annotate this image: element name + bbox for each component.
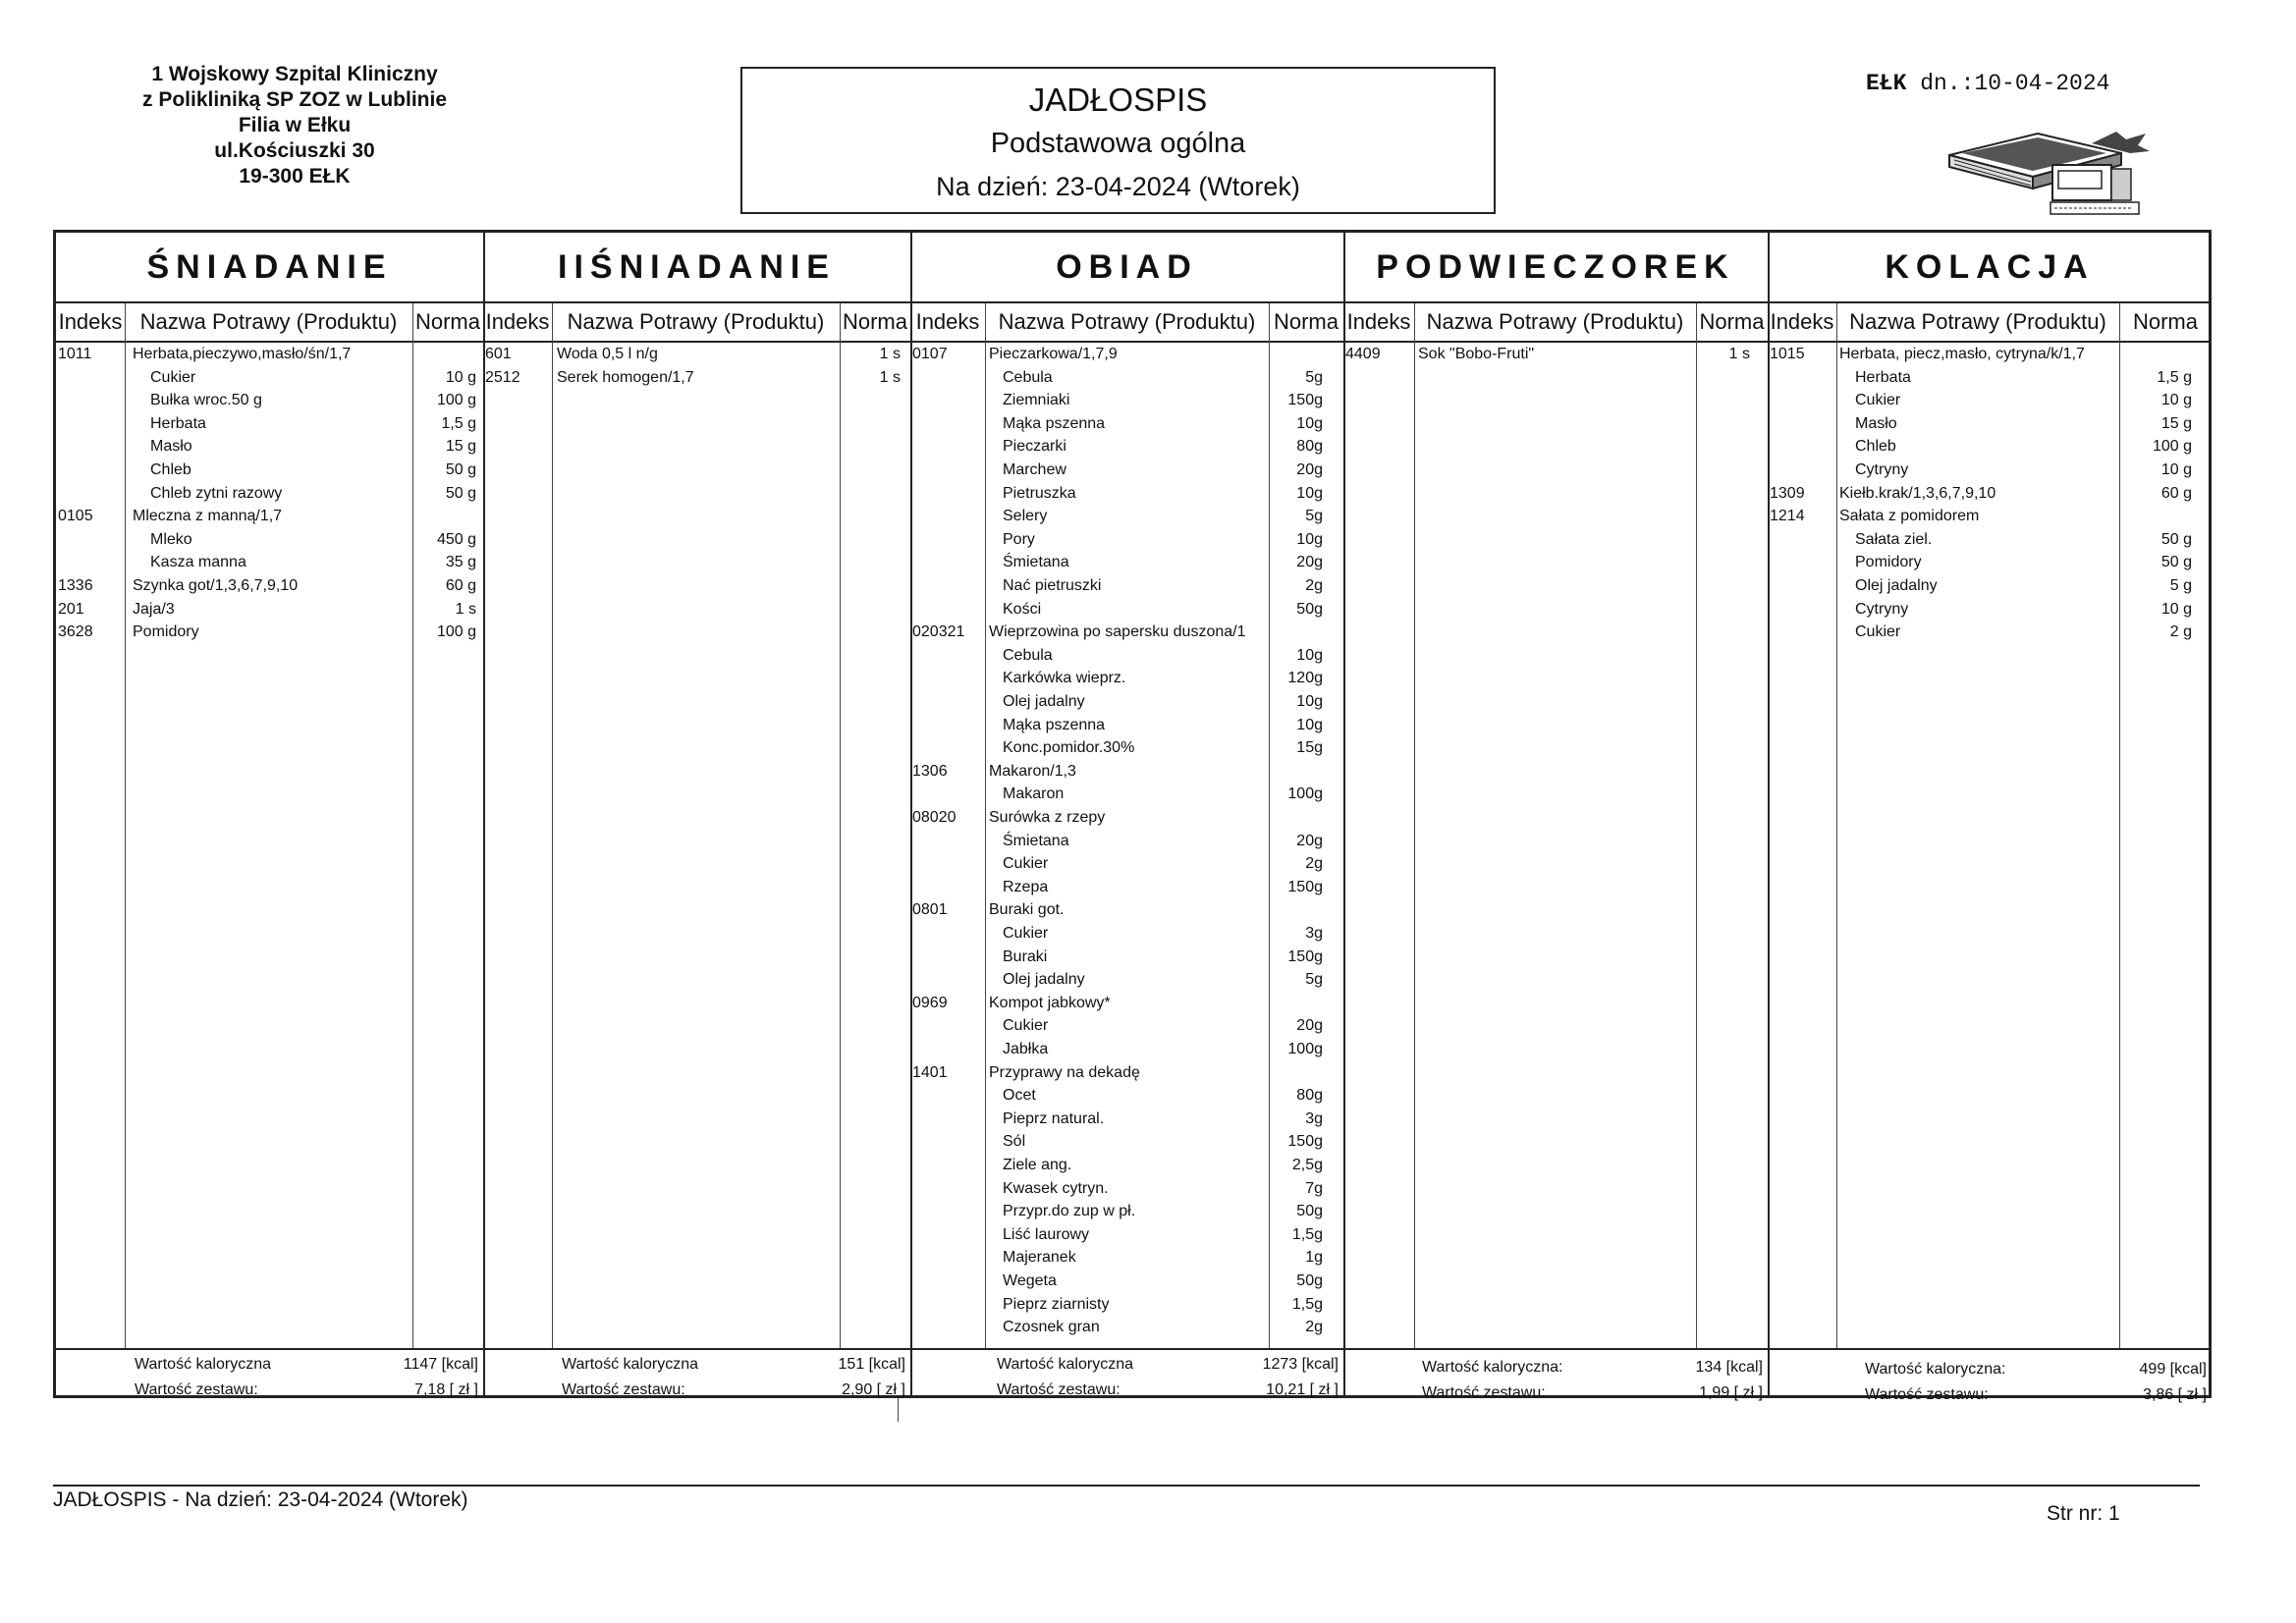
meal-divider	[1768, 233, 1770, 1395]
dish-name: Herbata, piecz,masło, cytryna/k/1,7	[1839, 346, 2085, 362]
dish-name: Sok "Bobo-Fruti"	[1418, 346, 1535, 362]
row-norm: 7g	[1305, 1179, 1323, 1197]
row-norm: 5g	[1305, 368, 1323, 386]
kcal-label: Wartość kaloryczna	[135, 1356, 271, 1373]
row-index: 601	[485, 346, 512, 362]
row-index: 020321	[912, 623, 965, 641]
meal-divider	[1343, 233, 1345, 1395]
ingredient-name: Masło	[1855, 414, 1897, 432]
row-norm: 120g	[1287, 670, 1323, 687]
ingredient-name: Liść laurowy	[1003, 1225, 1090, 1243]
row-norm: 1,5g	[1291, 1225, 1323, 1243]
row-index: 1015	[1770, 346, 1805, 362]
ingredient-name: Chleb	[150, 461, 191, 478]
ingredient-name: Pory	[1003, 530, 1035, 548]
dish-name: Przyprawy na dekadę	[989, 1063, 1140, 1081]
column-divider	[552, 303, 553, 1348]
set-value: 2,90 [ zł ]	[842, 1381, 905, 1398]
row-norm: 100g	[1287, 1041, 1323, 1057]
row-index: 1214	[1770, 508, 1805, 525]
kcal-value: 134 [kcal]	[1695, 1359, 1763, 1376]
row-norm: 1 s	[879, 368, 901, 386]
row-norm: 5 g	[2169, 577, 2192, 594]
row-index: 08020	[912, 809, 957, 826]
ingredient-name: Bułka wroc.50 g	[150, 392, 262, 409]
row-norm: 1 s	[879, 346, 901, 362]
ingredient-name: Ocet	[1003, 1087, 1036, 1105]
row-index: 201	[58, 600, 84, 618]
row-index: 1336	[58, 577, 93, 594]
row-norm: 50g	[1296, 1272, 1323, 1289]
ingredient-name: Karkówka wieprz.	[1003, 670, 1126, 687]
set-value: 10,21 [ zł ]	[1266, 1381, 1339, 1398]
row-norm: 50 g	[445, 461, 476, 478]
row-norm: 15g	[1296, 739, 1323, 757]
kcal-label: Wartość kaloryczna	[997, 1356, 1133, 1373]
row-index: 1306	[912, 762, 948, 780]
hospital-info	[108, 62, 481, 189]
ingredient-name: Cebula	[1003, 646, 1053, 664]
dish-name: Sałata z pomidorem	[1839, 508, 1980, 525]
row-norm: 5g	[1305, 971, 1323, 989]
ingredient-name: Mąka pszenna	[1003, 716, 1106, 733]
row-norm: 2g	[1305, 855, 1323, 873]
col-header-norm: Norma	[412, 303, 483, 343]
row-norm: 50 g	[445, 484, 476, 502]
set-value: 3,86 [ zł ]	[2143, 1386, 2207, 1403]
kcal-value: 1273 [kcal]	[1262, 1356, 1339, 1373]
row-norm: 100 g	[436, 392, 476, 409]
row-norm: 15 g	[445, 438, 476, 456]
row-norm: 50 g	[2160, 554, 2192, 571]
ingredient-name: Ziele ang.	[1003, 1157, 1072, 1173]
row-norm: 1,5 g	[441, 414, 476, 432]
dish-name: Szynka got/1,3,6,7,9,10	[133, 577, 299, 594]
row-norm: 3g	[1305, 1109, 1323, 1127]
ingredient-name: Cytryny	[1855, 600, 1909, 618]
column-divider	[125, 303, 126, 1348]
ingredient-name: Olej jadalny	[1855, 577, 1938, 594]
col-header-name: Nazwa Potrawy (Produktu)	[1836, 303, 2119, 343]
row-norm: 150g	[1287, 1133, 1323, 1151]
row-norm: 2,5g	[1291, 1157, 1323, 1173]
row-index: 0969	[912, 994, 948, 1011]
set-value: 7,18 [ zł ]	[414, 1381, 478, 1398]
ingredient-name: Śmietana	[1003, 554, 1069, 571]
col-header-norm: Norma	[1269, 303, 1343, 343]
col-header-name: Nazwa Potrawy (Produktu)	[125, 303, 412, 343]
issue-date: dn.:10-04-2024	[1920, 71, 2110, 96]
row-norm: 60 g	[2160, 484, 2192, 502]
row-index: 4409	[1345, 346, 1381, 362]
ingredient-name: Pomidory	[1855, 554, 1922, 571]
row-norm: 10g	[1296, 646, 1323, 664]
dish-name: Serek homogen/1,7	[557, 368, 694, 386]
ingredient-name: Konc.pomidor.30%	[1003, 739, 1135, 757]
ingredient-name: Przypr.do zup w pł.	[1003, 1203, 1136, 1220]
kcal-label: Wartość kaloryczna:	[1865, 1361, 2006, 1378]
row-norm: 80g	[1296, 1087, 1323, 1105]
row-norm: 100g	[1287, 785, 1323, 803]
row-norm: 20g	[1296, 461, 1323, 478]
hospital-line: ul.Kościuszki 30	[214, 139, 375, 162]
computer-book-logo	[1944, 116, 2170, 229]
ingredient-name: Ziemniaki	[1003, 392, 1070, 409]
ingredient-name: Chleb zytni razowy	[150, 484, 283, 502]
row-norm: 2g	[1305, 577, 1323, 594]
dish-name: Pomidory	[133, 623, 199, 641]
dish-name: Wieprzowina po sapersku duszona/1	[989, 623, 1246, 641]
hospital-line: Filia w Ełku	[238, 114, 352, 136]
meal-divider	[483, 233, 485, 1395]
ingredient-name: Rzepa	[1003, 878, 1049, 895]
row-norm: 10 g	[2160, 392, 2192, 409]
ingredient-name: Olej jadalny	[1003, 971, 1085, 989]
ingredient-name: Sałata ziel.	[1855, 530, 1933, 548]
ingredient-name: Majeranek	[1003, 1249, 1076, 1267]
row-norm: 10 g	[2160, 600, 2192, 618]
row-norm: 10g	[1296, 484, 1323, 502]
ingredient-name: Mleko	[150, 530, 192, 548]
row-norm: 50g	[1296, 1203, 1323, 1220]
dish-name: Pieczarkowa/1,7,9	[989, 346, 1118, 362]
row-norm: 1,5g	[1291, 1295, 1323, 1313]
row-norm: 10g	[1296, 530, 1323, 548]
row-norm: 35 g	[445, 554, 476, 571]
ingredient-name: Czosnek gran	[1003, 1319, 1100, 1336]
hospital-line: 19-300 EŁK	[239, 165, 351, 188]
row-index: 1011	[58, 346, 92, 362]
row-norm: 20g	[1296, 554, 1323, 571]
set-value-label: Wartość zestawu:	[1865, 1386, 1989, 1403]
set-value-label: Wartość zestawu:	[997, 1381, 1121, 1398]
summary-divider	[56, 1348, 2212, 1350]
ingredient-name: Pietruszka	[1003, 484, 1076, 502]
kcal-label: Wartość kaloryczna:	[1422, 1359, 1563, 1376]
set-value-label: Wartość zestawu:	[1422, 1384, 1546, 1401]
ingredient-name: Cytryny	[1855, 461, 1909, 478]
kcal-value: 151 [kcal]	[838, 1356, 905, 1373]
ingredient-name: Nać pietruszki	[1003, 577, 1102, 594]
row-index: 0107	[912, 346, 948, 362]
column-divider	[1414, 303, 1415, 1348]
column-divider	[1696, 303, 1697, 1348]
kcal-value: 1147 [kcal]	[403, 1356, 478, 1373]
row-norm: 50g	[1296, 600, 1323, 618]
row-norm: 50 g	[2160, 530, 2192, 548]
row-index: 0105	[58, 508, 93, 525]
row-norm: 1g	[1305, 1249, 1323, 1267]
row-norm: 10 g	[445, 368, 476, 386]
column-divider	[985, 303, 986, 1348]
ingredient-name: Chleb	[1855, 438, 1896, 456]
title-box	[740, 67, 1496, 214]
row-norm: 1,5 g	[2157, 368, 2192, 386]
row-norm: 150g	[1287, 392, 1323, 409]
ingredient-name: Herbata	[150, 414, 206, 432]
row-norm: 20g	[1296, 1017, 1323, 1035]
col-header-norm: Norma	[1696, 303, 1768, 343]
set-value-label: Wartość zestawu:	[562, 1381, 685, 1398]
row-norm: 60 g	[445, 577, 476, 594]
footer-rule	[53, 1485, 2200, 1487]
ingredient-name: Cukier	[1003, 855, 1049, 873]
ingredient-name: Makaron	[1003, 785, 1065, 803]
stray-mark	[898, 1398, 899, 1422]
col-header-index: Indeks	[1343, 303, 1414, 343]
row-norm: 10 g	[2160, 461, 2192, 478]
ingredient-name: Pieprz ziarnisty	[1003, 1295, 1110, 1313]
ingredient-name: Kości	[1003, 600, 1042, 618]
kcal-value: 499 [kcal]	[2139, 1361, 2207, 1378]
ingredient-name: Cukier	[150, 368, 196, 386]
col-header-name: Nazwa Potrawy (Produktu)	[1414, 303, 1696, 343]
meal-header-supper: KOLACJA	[1768, 233, 2212, 303]
col-header-name: Nazwa Potrawy (Produktu)	[985, 303, 1269, 343]
ingredient-name: Śmietana	[1003, 832, 1069, 849]
place-date	[1866, 71, 2109, 96]
ingredient-name: Cukier	[1855, 623, 1901, 641]
row-index: 3628	[58, 623, 93, 641]
dish-name: Buraki got.	[989, 901, 1065, 919]
ingredient-name: Cukier	[1003, 925, 1049, 942]
page-number: Str nr: 1	[2047, 1502, 2120, 1525]
col-header-index: Indeks	[483, 303, 552, 343]
row-index: 1401	[912, 1063, 948, 1081]
row-norm: 5g	[1305, 508, 1323, 525]
ingredient-name: Mąka pszenna	[1003, 414, 1106, 432]
row-norm: 100 g	[2152, 438, 2192, 456]
col-header-norm: Norma	[2119, 303, 2212, 343]
row-index: 0801	[912, 901, 948, 919]
meal-header-lunch: OBIAD	[910, 233, 1343, 303]
row-norm: 10g	[1296, 414, 1323, 432]
ingredient-name: Jabłka	[1003, 1041, 1049, 1057]
row-norm: 1 s	[1728, 346, 1750, 362]
ingredient-name: Selery	[1003, 508, 1048, 525]
row-norm: 1 s	[455, 600, 476, 618]
menu-table	[53, 230, 2212, 1403]
row-norm: 150g	[1287, 878, 1323, 895]
page-title: JADŁOSPIS	[1028, 81, 1208, 118]
col-header-index: Indeks	[910, 303, 985, 343]
dish-name: Herbata,pieczywo,masło/śn/1,7	[133, 346, 352, 362]
ingredient-name: Olej jadalny	[1003, 693, 1085, 710]
dish-name: Kompot jabkowy*	[989, 994, 1111, 1011]
row-norm: 100 g	[436, 623, 476, 641]
ingredient-name: Buraki	[1003, 947, 1048, 965]
row-norm: 10g	[1296, 693, 1323, 710]
column-divider	[840, 303, 841, 1348]
dish-name: Woda 0,5 l n/g	[557, 346, 658, 362]
row-norm: 3g	[1305, 925, 1323, 942]
hospital-line: 1 Wojskowy Szpital Kliniczny	[151, 63, 438, 85]
row-norm: 20g	[1296, 832, 1323, 849]
dish-name: Surówka z rzepy	[989, 809, 1106, 826]
row-index: 1309	[1770, 484, 1805, 502]
row-norm: 10g	[1296, 716, 1323, 733]
ingredient-name: Sól	[1003, 1133, 1026, 1151]
dish-name: Jaja/3	[133, 600, 175, 618]
dish-name: Mleczna z manną/1,7	[133, 508, 283, 525]
set-value-label: Wartość zestawu:	[135, 1381, 258, 1398]
ingredient-name: Cukier	[1003, 1017, 1049, 1035]
col-header-name: Nazwa Potrawy (Produktu)	[552, 303, 840, 343]
dish-name: Makaron/1,3	[989, 762, 1076, 780]
ingredient-name: Cukier	[1855, 392, 1901, 409]
row-norm: 15 g	[2160, 414, 2192, 432]
ingredient-name: Pieprz natural.	[1003, 1109, 1105, 1127]
footer-title: JADŁOSPIS - Na dzień: 23-04-2024 (Wtorek)	[53, 1488, 468, 1511]
row-norm: 150g	[1287, 947, 1323, 965]
row-index: 2512	[485, 368, 520, 386]
ingredient-name: Cebula	[1003, 368, 1053, 386]
place-label: EŁK	[1866, 71, 1907, 96]
ingredient-name: Masło	[150, 438, 192, 456]
set-value: 1,99 [ zł ]	[1699, 1384, 1763, 1401]
row-norm: 80g	[1296, 438, 1323, 456]
col-header-index: Indeks	[1768, 303, 1836, 343]
ingredient-name: Kasza manna	[150, 554, 246, 571]
meal-header-breakfast: ŚNIADANIE	[56, 233, 483, 303]
ingredient-name: Kwasek cytryn.	[1003, 1179, 1109, 1197]
col-header-norm: Norma	[840, 303, 910, 343]
dish-name: Kiełb.krak/1,3,6,7,9,10	[1839, 484, 1996, 502]
kcal-label: Wartość kaloryczna	[562, 1356, 698, 1373]
meal-header-afternoon-snack: PODWIECZOREK	[1343, 233, 1768, 303]
hospital-line: z Polikliniką SP ZOZ w Lublinie	[142, 88, 447, 111]
ingredient-name: Pieczarki	[1003, 438, 1066, 456]
ingredient-name: Herbata	[1855, 368, 1911, 386]
ingredient-name: Wegeta	[1003, 1272, 1057, 1289]
col-header-index: Indeks	[56, 303, 125, 343]
menu-date: Na dzień: 23-04-2024 (Wtorek)	[936, 172, 1300, 201]
ingredient-name: Marchew	[1003, 461, 1066, 478]
diet-name: Podstawowa ogólna	[990, 128, 1246, 159]
column-divider	[1836, 303, 1837, 1348]
row-norm: 2 g	[2169, 623, 2192, 641]
meal-header-second-breakfast: IIŚNIADANIE	[483, 233, 910, 303]
row-norm: 450 g	[436, 530, 476, 548]
row-norm: 2g	[1305, 1319, 1323, 1336]
